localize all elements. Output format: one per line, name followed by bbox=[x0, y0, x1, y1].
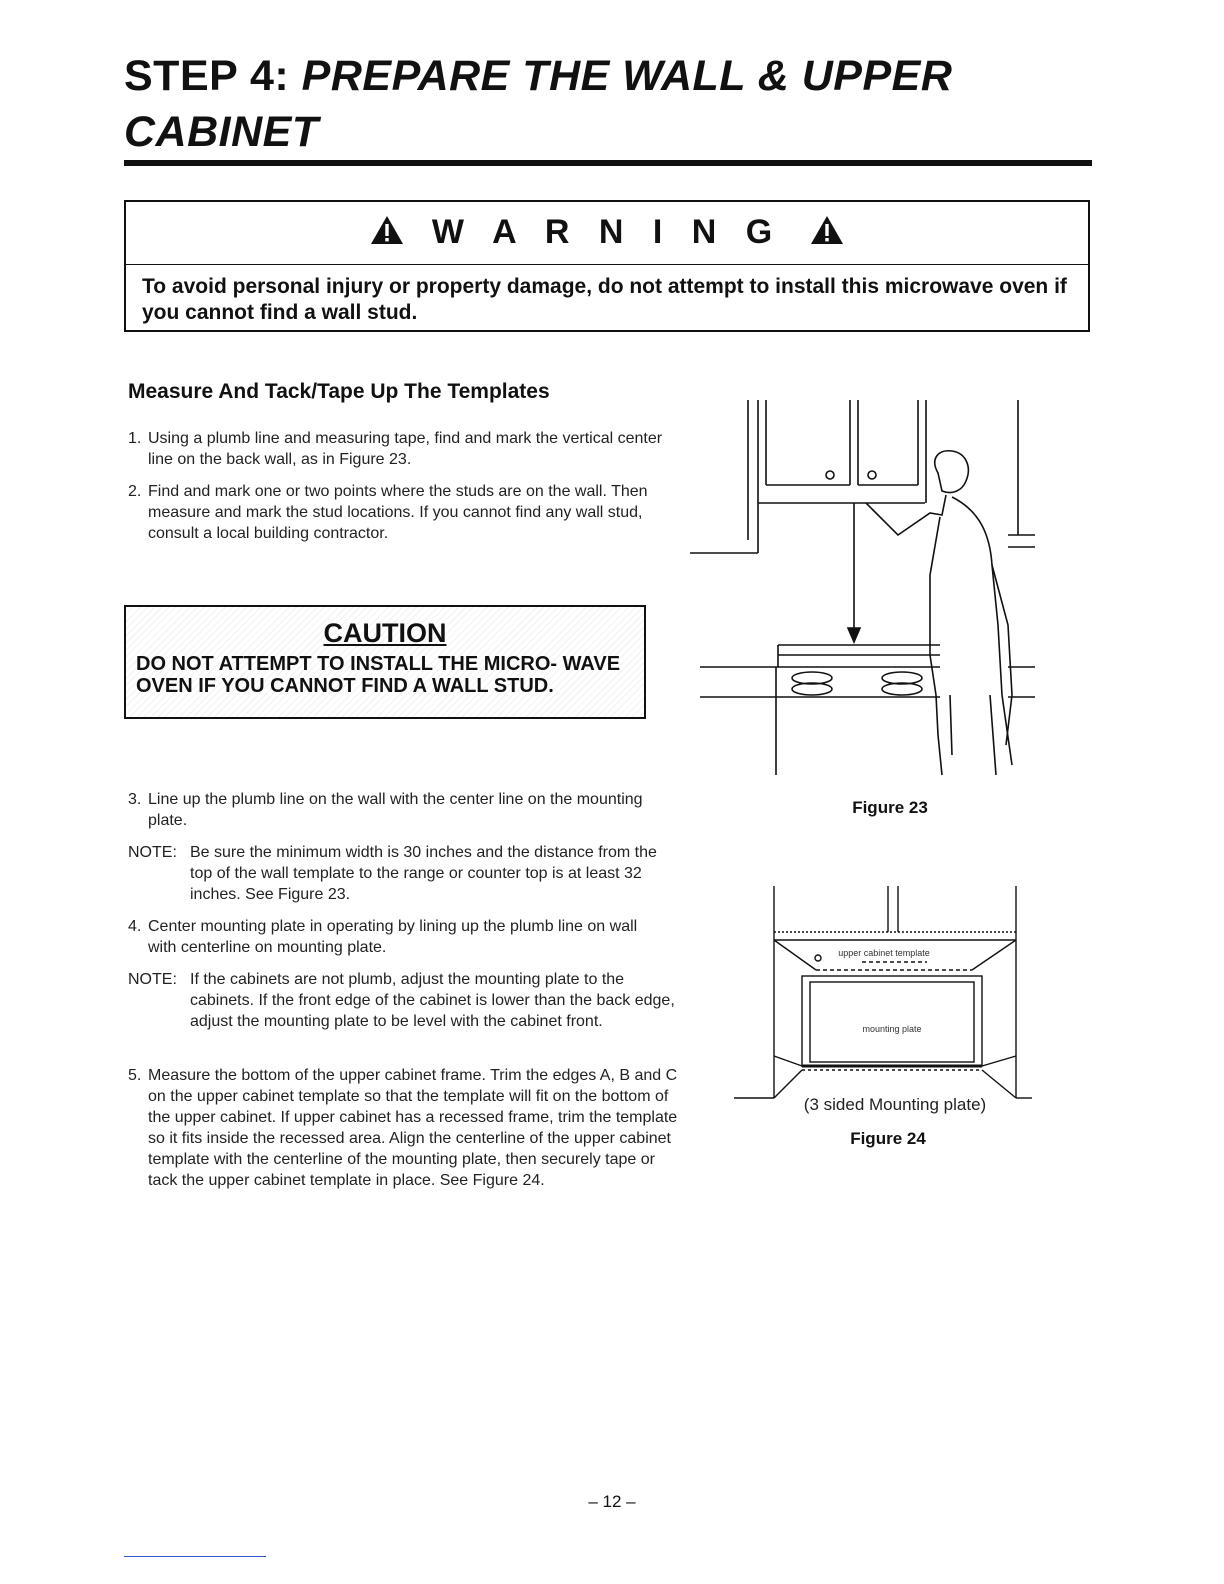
caution-text: DO NOT ATTEMPT TO INSTALL THE MICRO- WAVE OVEN IF YOU CANNOT FIND A WALL STUD. bbox=[136, 653, 621, 697]
note-text: Be sure the minimum width is 30 inches and the distance from the top of the wall template to the range or counter top is at least 32 inches. See Figure 23. bbox=[190, 844, 657, 903]
item-text: Measure the bottom of the upper cabinet frame. Trim the edges A, B and C on the upper cabinet template so that the template will fit on the bottom of the upper cabinet. If upper cabinet has a recessed frame, trim the template so it fits inside the recessed area. Align the centerline of the upper cabinet template with the centerline of the mounting plate, then securely tape or tack the upper cabinet template in place. See Figure 24. bbox=[148, 1067, 678, 1189]
warning-heading: W A R N I N G bbox=[431, 213, 783, 251]
warning-text: To avoid personal injury or property damage, do not attempt to install this microwave oven if you cannot find a wall stud. bbox=[142, 275, 1067, 324]
item-text: Line up the plumb line on the wall with the center line on the mounting plate. bbox=[148, 791, 643, 829]
figure-24-caption: Figure 24 bbox=[850, 1129, 926, 1148]
section-heading: Measure And Tack/Tape Up The Templates bbox=[128, 380, 550, 403]
list-item bbox=[128, 916, 668, 958]
item-number: 3. bbox=[128, 791, 142, 808]
title-line-2: CABINET bbox=[124, 108, 319, 156]
item-text: Find and mark one or two points where the studs are on the wall. Then measure and mark the stud locations. If you cannot find any wall stud, consult a local building contractor. bbox=[148, 483, 648, 542]
item-text: Center mounting plate in operating by lining up the plumb line on wall with centerline on mounting plate. bbox=[148, 918, 638, 956]
list-item bbox=[128, 789, 658, 831]
page-number: – 12 – bbox=[588, 1492, 636, 1511]
list-item bbox=[128, 1065, 683, 1191]
list-item bbox=[128, 428, 668, 470]
item-number: 2. bbox=[128, 483, 142, 500]
title-rule bbox=[124, 160, 1092, 166]
note-label: NOTE: bbox=[128, 844, 177, 861]
note-text: If the cabinets are not plumb, adjust the mounting plate to the cabinets. If the front edge of the cabinet is lower than the back edge, adjust the mounting plate to be level with the cabinet front. bbox=[190, 971, 675, 1030]
figure-24-subcaption: (3 sided Mounting plate) bbox=[803, 1095, 987, 1114]
warning-triangle-icon bbox=[370, 214, 404, 254]
title-line-1: PREPARE THE WALL & UPPER bbox=[301, 52, 953, 100]
page-title bbox=[124, 48, 1124, 160]
figure-23-illustration bbox=[690, 395, 1035, 785]
mounting-plate-label: mounting plate bbox=[862, 1024, 922, 1034]
item-text: Using a plumb line and measuring tape, find and mark the vertical center line on the back wall, as in Figure 23. bbox=[148, 430, 663, 468]
note bbox=[128, 842, 678, 905]
note-label: NOTE: bbox=[128, 971, 177, 988]
upper-cabinet-template-label: upper cabinet template bbox=[838, 948, 930, 958]
item-number: 5. bbox=[128, 1067, 142, 1084]
list-item bbox=[128, 481, 673, 544]
footer-line bbox=[124, 1556, 266, 1557]
caution-box bbox=[124, 605, 646, 719]
figure-24-illustration bbox=[732, 884, 1032, 1114]
note bbox=[128, 969, 678, 1032]
warning-triangle-icon bbox=[810, 214, 844, 254]
step-label: STEP 4: bbox=[124, 52, 290, 100]
item-number: 1. bbox=[128, 430, 142, 447]
caution-heading: CAUTION bbox=[323, 618, 447, 648]
warning-heading-row bbox=[126, 212, 1088, 254]
item-number: 4. bbox=[128, 918, 142, 935]
figure-23-caption: Figure 23 bbox=[852, 798, 928, 817]
warning-box bbox=[124, 200, 1090, 332]
warning-divider bbox=[126, 264, 1088, 265]
